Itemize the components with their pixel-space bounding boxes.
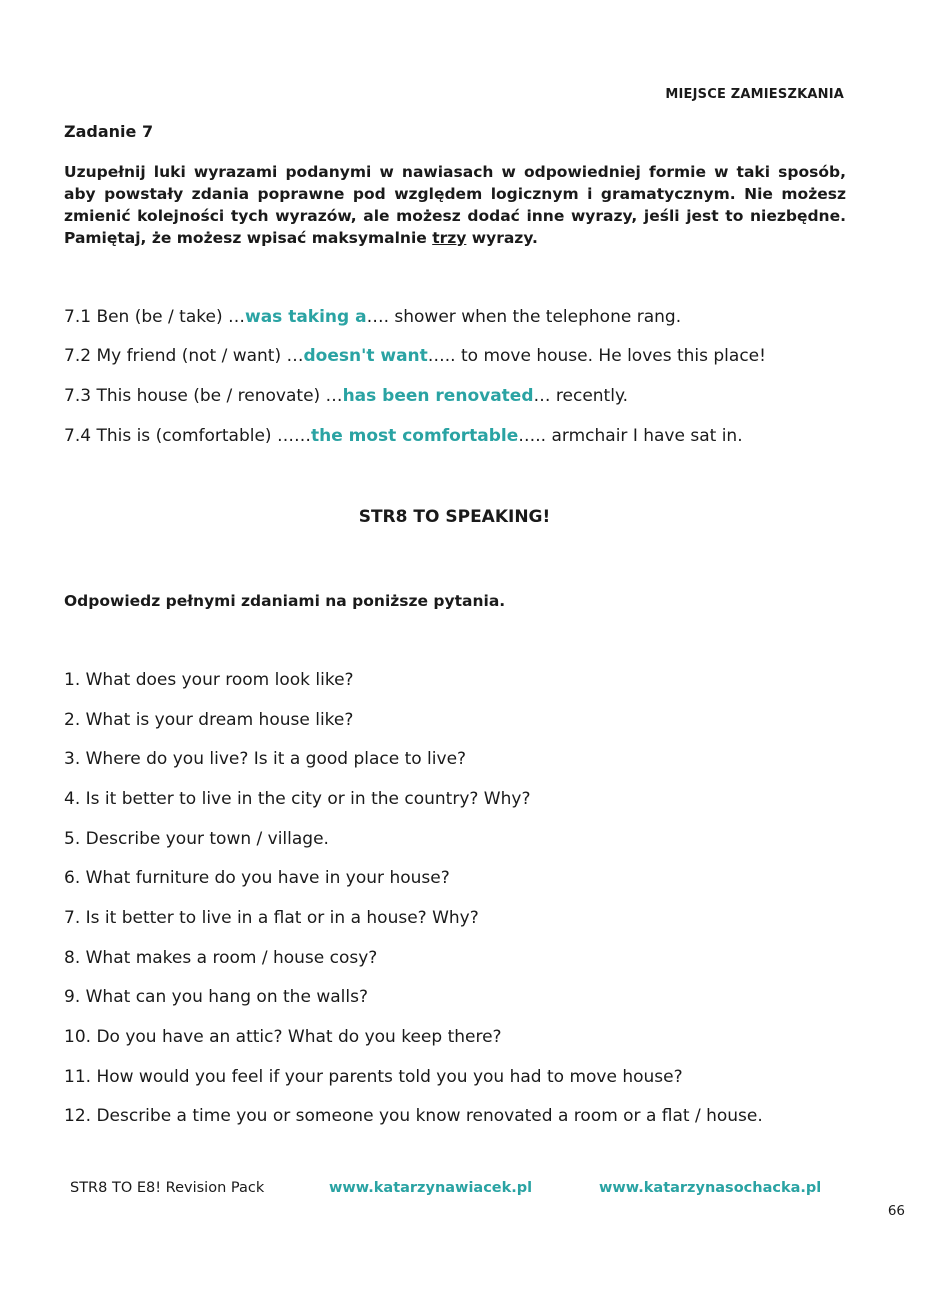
question-item: 3. Where do you live? Is it a good place to live? — [64, 749, 467, 769]
exercise-item-7-1 — [64, 306, 681, 328]
exercise-rest: … recently. — [533, 386, 628, 406]
exercise-item-7-2 — [64, 345, 766, 367]
instruction-underlined: trzy — [432, 229, 467, 247]
footer-link-wiacek[interactable]: www.katarzynawiacek.pl — [329, 1180, 533, 1196]
question-item: 12. Describe a time you or someone you know renovated a room or a flat / house. — [64, 1106, 763, 1126]
exercise-prompt: 7.4 This is (comfortable) …… — [64, 426, 311, 446]
footer-link-sochacka[interactable]: www.katarzynasochacka.pl — [599, 1180, 822, 1196]
exercise-rest: ….. to move house. He loves this place! — [427, 346, 766, 366]
task-instructions — [64, 161, 846, 249]
instruction-text: Uzupełnij luki wyrazami podanymi w nawiasach w odpowiedniej formie w taki sposób, aby powstały zdania poprawne pod względem logicznym i gramatycznym. Nie możesz zmienić kolejności tych wyrazów, ale możesz dodać inne wyrazy, jeśli jest to niezbędne. Pamiętaj, że możesz wpisać maksymalnie — [64, 163, 846, 247]
question-item: 7. Is it better to live in a flat or in a house? Why? — [64, 908, 479, 928]
section-label: MIEJSCE ZAMIESZKANIA — [665, 87, 844, 102]
question-item: 1. What does your room look like? — [64, 670, 354, 690]
exercise-answer: was taking a — [244, 307, 367, 327]
instruction-text-end: wyrazy. — [466, 229, 538, 247]
question-item: 11. How would you feel if your parents told you you had to move house? — [64, 1067, 683, 1087]
page-number: 66 — [887, 1203, 905, 1219]
footer-pack-name: STR8 TO E8! Revision Pack — [70, 1180, 265, 1196]
question-item: 9. What can you hang on the walls? — [64, 987, 368, 1007]
exercise-answer: doesn't want — [303, 346, 428, 366]
exercise-answer: has been renovated — [342, 386, 534, 406]
exercise-item-7-4 — [64, 425, 743, 447]
question-item: 4. Is it better to live in the city or in the country? Why? — [64, 789, 531, 809]
exercise-answer: the most comfortable — [310, 426, 519, 446]
question-item: 5. Describe your town / village. — [64, 829, 329, 849]
speaking-section-title: STR8 TO SPEAKING! — [358, 507, 551, 527]
question-item: 10. Do you have an attic? What do you keep there? — [64, 1027, 502, 1047]
exercise-rest: ….. armchair I have sat in. — [518, 426, 743, 446]
exercise-prompt: 7.3 This house (be / renovate) … — [64, 386, 343, 406]
question-item: 2. What is your dream house like? — [64, 710, 354, 730]
speaking-instruction: Odpowiedz pełnymi zdaniami na poniższe pytania. — [64, 592, 506, 610]
exercise-prompt: 7.1 Ben (be / take) … — [64, 307, 245, 327]
exercise-item-7-3 — [64, 385, 628, 407]
exercise-rest: …. shower when the telephone rang. — [366, 307, 682, 327]
exercise-prompt: 7.2 My friend (not / want) … — [64, 346, 304, 366]
question-item: 6. What furniture do you have in your house? — [64, 868, 450, 888]
question-item: 8. What makes a room / house cosy? — [64, 948, 378, 968]
task-title: Zadanie 7 — [64, 122, 154, 141]
